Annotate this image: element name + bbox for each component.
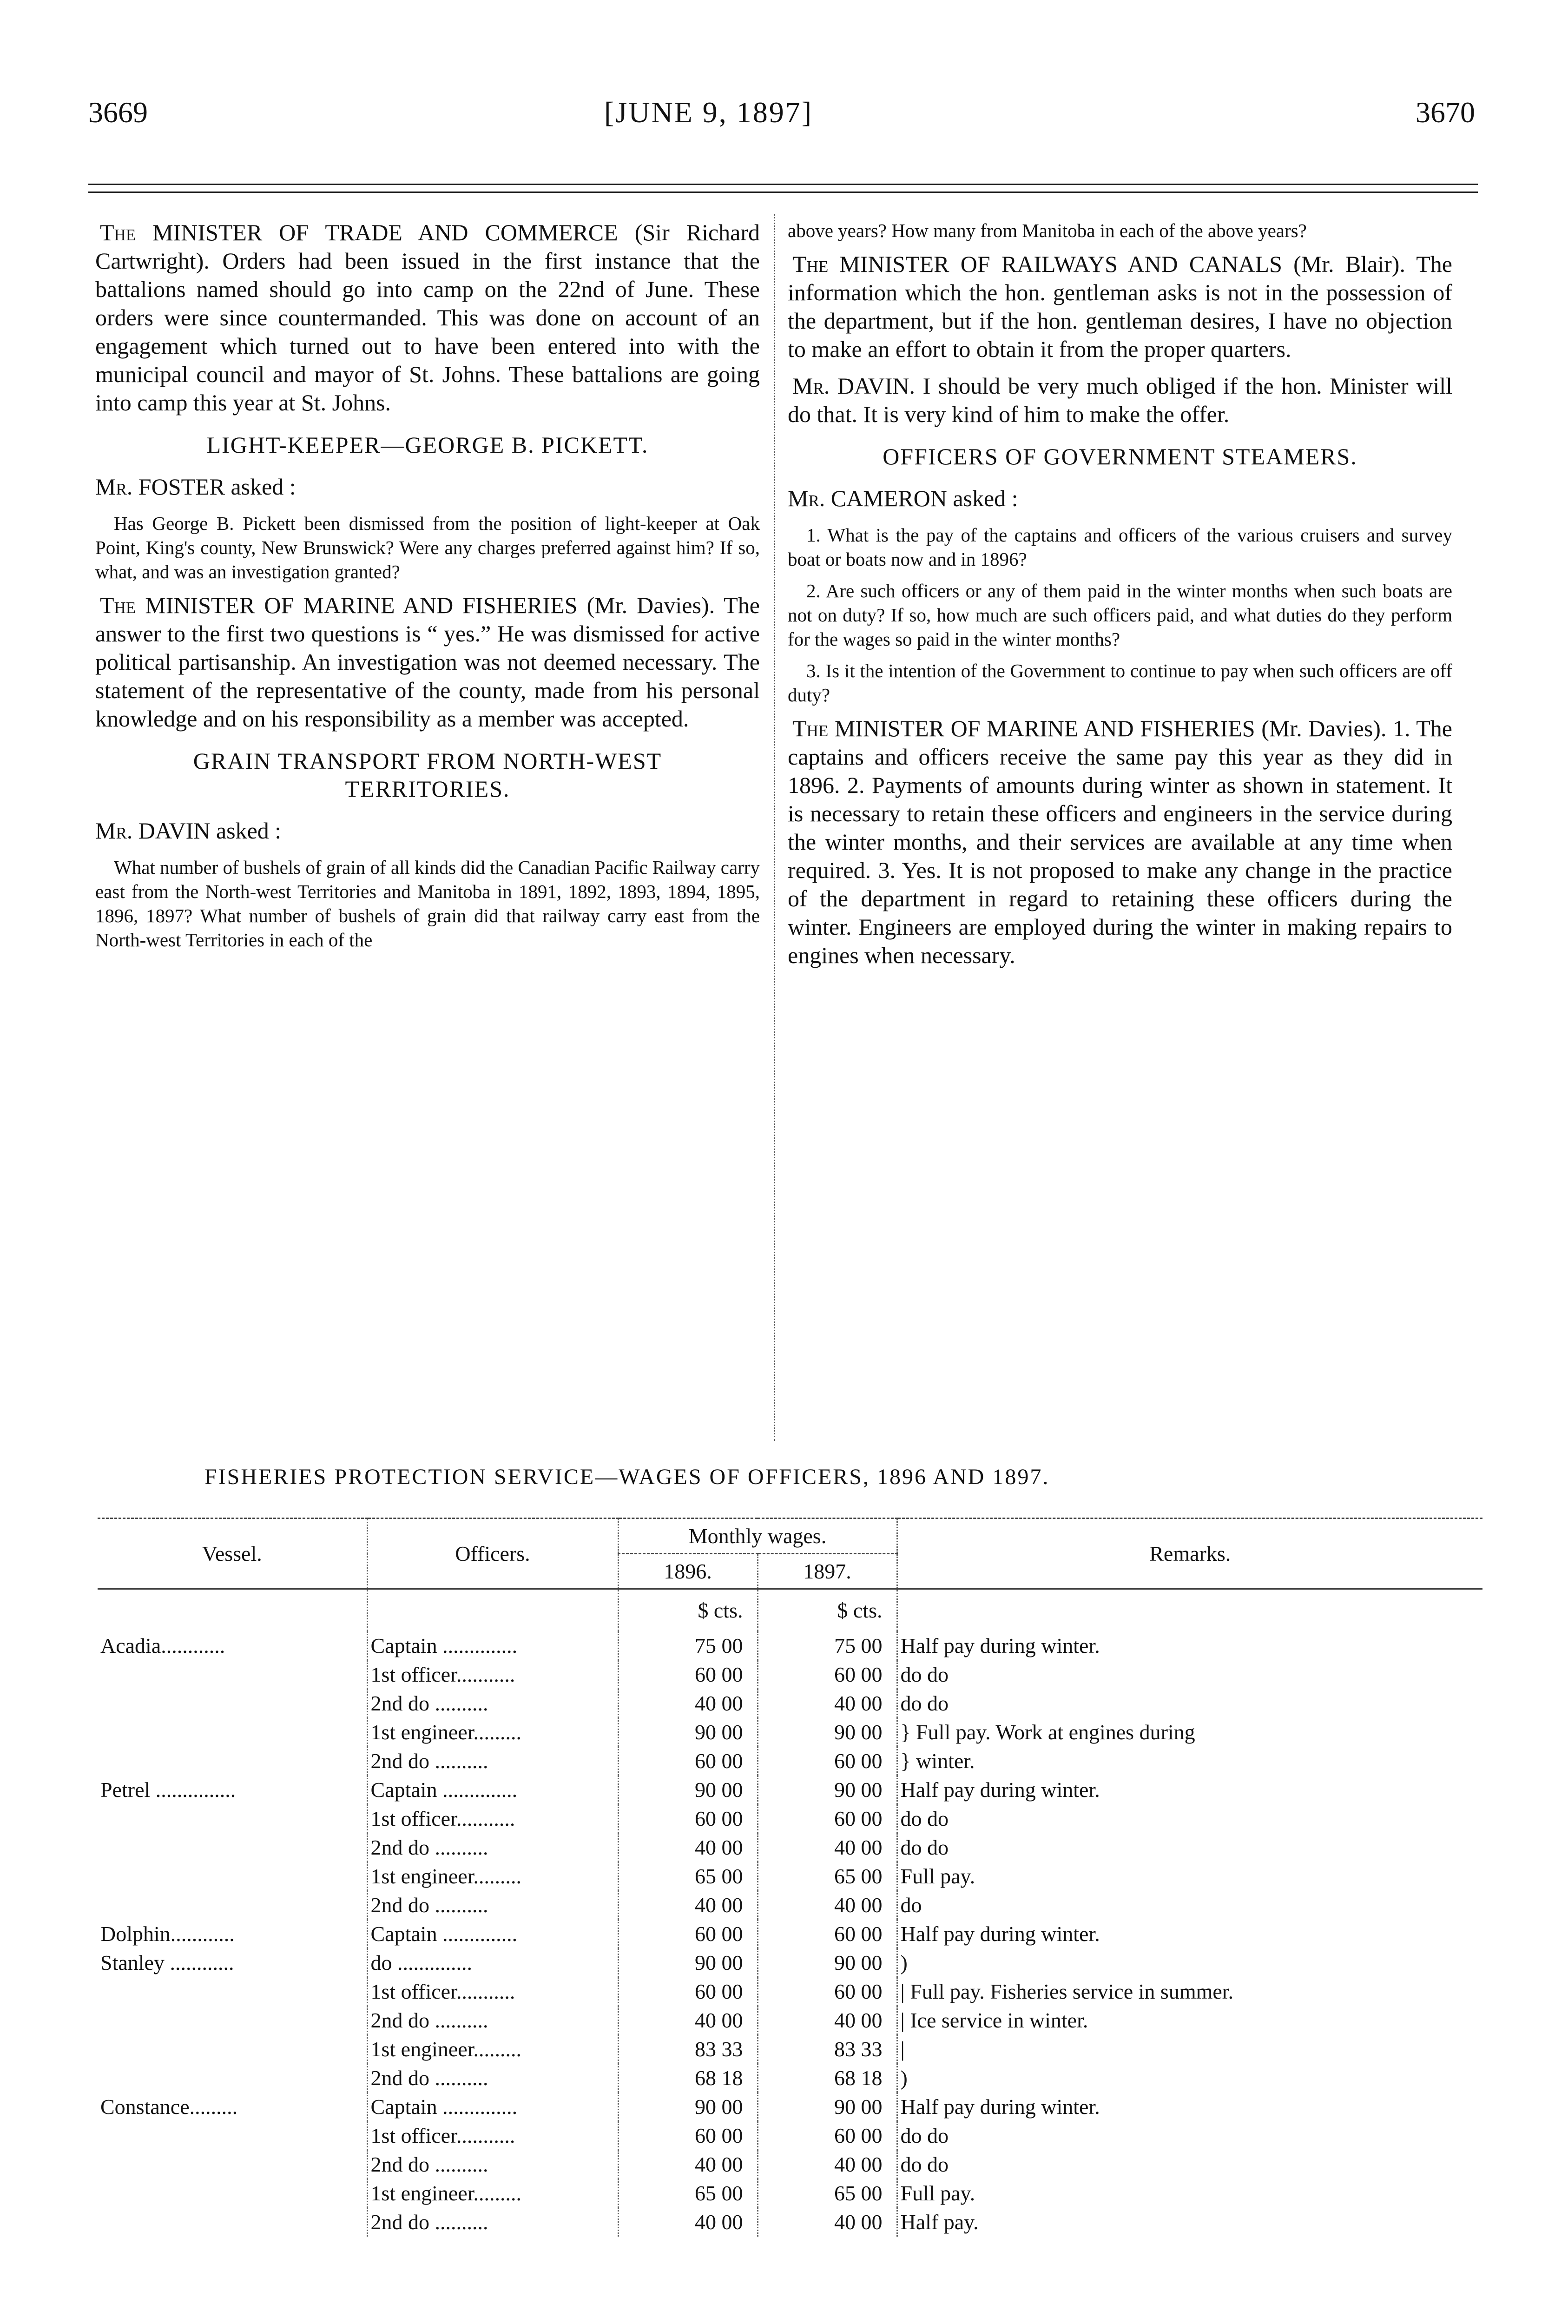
units-1897: $ cts. xyxy=(758,1589,897,1632)
vessel-cell xyxy=(98,1891,367,1920)
wage-1897-cell: 90 00 xyxy=(758,1776,897,1804)
officer-cell: 2nd do .......... xyxy=(367,1891,618,1920)
wage-1896-cell: 75 00 xyxy=(618,1631,758,1660)
wage-1896-cell: 60 00 xyxy=(618,1920,758,1948)
vessel-cell: Stanley ............ xyxy=(98,1948,367,1977)
section-heading-light-keeper: LIGHT-KEEPER—GEORGE B. PICKETT. xyxy=(206,432,649,458)
officer-cell: 1st engineer......... xyxy=(367,2035,618,2064)
vessel-cell xyxy=(98,1718,367,1747)
remark-cell: do xyxy=(900,1893,922,1917)
vessel-cell xyxy=(98,1689,367,1718)
officer-cell: 2nd do .......... xyxy=(367,2208,618,2237)
asked-text: asked : xyxy=(947,485,1018,511)
vessel-cell: Petrel ............... xyxy=(98,1776,367,1804)
units-cell-empty xyxy=(897,1589,1482,1632)
speech-marine-fisheries-2 xyxy=(788,714,1452,970)
units-row xyxy=(98,1589,1482,1632)
speech-text: (Mr. Davies). 1. The captains and officers receive the same pay this year as they did in 1896. 2. Payments of amounts during winter as shown in statement. It is necessary to retain these officers and engineers in the service during the winter months, and their services are available at any time when required. 3. Yes. It is not proposed to make any change in the practice of the department in regard to retaining these officers during the winter. Engineers are employed during the winter in making repairs to engines when necessary. xyxy=(788,715,1452,968)
wage-1896-cell: 40 00 xyxy=(618,2150,758,2179)
speaker-name: The MINISTER OF MARINE AND FISHERIES xyxy=(100,592,578,618)
wage-1897-cell: 60 00 xyxy=(758,1660,897,1689)
vessel-cell: Constance......... xyxy=(98,2093,367,2121)
wage-1897-cell: 90 00 xyxy=(758,2093,897,2121)
remark-cell: Half pay during winter. xyxy=(900,1634,1100,1657)
remark-cell: Half pay during winter. xyxy=(900,1778,1100,1802)
wage-1897-cell: 83 33 xyxy=(758,2035,897,2064)
wage-1897-cell: 60 00 xyxy=(758,1804,897,1833)
table-row xyxy=(98,1718,1482,1747)
officer-cell: 1st engineer......... xyxy=(367,2179,618,2208)
left-column xyxy=(95,218,760,959)
officer-cell: 2nd do .......... xyxy=(367,1833,618,1862)
vessel-cell: Dolphin............ xyxy=(98,1920,367,1948)
wage-1897-cell: 40 00 xyxy=(758,1833,897,1862)
asked-text: asked : xyxy=(210,818,282,844)
wage-1896-cell: 40 00 xyxy=(618,1891,758,1920)
vessel-cell xyxy=(98,2150,367,2179)
speaker-name: Mr. CAMERON xyxy=(788,485,947,511)
remark-cell: ) xyxy=(900,1951,908,1974)
speech-text: I should be very much obliged if the hon. Minister will do that. It is very kind of him to make the offer. xyxy=(788,373,1453,427)
wage-1896-cell: 60 00 xyxy=(618,1804,758,1833)
vessel-cell: Acadia............ xyxy=(98,1631,367,1660)
remark-cell: Half pay during winter. xyxy=(900,1922,1100,1946)
wage-1897-cell: 90 00 xyxy=(758,1948,897,1977)
right-column xyxy=(788,218,1452,978)
officer-cell: Captain .............. xyxy=(367,1776,618,1804)
table-row xyxy=(98,1747,1482,1776)
question-grain: What number of bushels of grain of all kinds did the Canadian Pacific Railway carry east from the North-west Territories and Manitoba in 1891, 1892, 1893, 1894, 1895, 1896, 1897? What number of bushels of grain did that railway carry east from the North-west Territories in each of the xyxy=(95,857,760,951)
officer-cell: 2nd do .......... xyxy=(367,2006,618,2035)
remark-cell: Full pay. xyxy=(900,1864,975,1888)
speaker-name: The MINISTER OF MARINE AND FISHERIES xyxy=(792,715,1255,741)
table-row xyxy=(98,1862,1482,1891)
header-monthly-wages: Monthly wages. xyxy=(618,1519,897,1554)
wage-1897-cell: 40 00 xyxy=(758,2006,897,2035)
header-1896: 1896. xyxy=(618,1554,758,1589)
table-row xyxy=(98,2121,1482,2150)
vessel-cell xyxy=(98,2035,367,2064)
officer-cell: 1st officer........... xyxy=(367,1660,618,1689)
wage-1896-cell: 40 00 xyxy=(618,2208,758,2237)
remark-cell: | Full pay. Fisheries service in summer. xyxy=(900,1980,1234,2003)
speaker-name: Mr. DAVIN xyxy=(95,818,211,844)
remark-cell: Full pay. xyxy=(900,2181,975,2205)
table-row xyxy=(98,2093,1482,2121)
wage-1897-cell: 60 00 xyxy=(758,2121,897,2150)
table-row xyxy=(98,1631,1482,1660)
officer-cell: 2nd do .......... xyxy=(367,2150,618,2179)
table-row xyxy=(98,2179,1482,2208)
wage-1896-cell: 40 00 xyxy=(618,2006,758,2035)
header-rule-bottom xyxy=(88,191,1478,193)
wage-1896-cell: 65 00 xyxy=(618,2179,758,2208)
wage-1897-cell: 90 00 xyxy=(758,1718,897,1747)
table-title: FISHERIES PROTECTION SERVICE—WAGES OF OFFICERS, 1896 AND 1897. xyxy=(204,1465,1050,1489)
asked-text: asked : xyxy=(224,474,296,500)
speaker-name: Mr. FOSTER xyxy=(95,474,225,500)
officer-cell: 1st officer........... xyxy=(367,1804,618,1833)
table-row xyxy=(98,1660,1482,1689)
wage-1897-cell: 40 00 xyxy=(758,2150,897,2179)
officer-cell: 1st engineer......... xyxy=(367,1718,618,1747)
header-1897: 1897. xyxy=(758,1554,897,1589)
officer-cell: Captain .............. xyxy=(367,1631,618,1660)
speech-text: (Mr. Blair). The information which the hon. gentleman asks is not in the possession of the department, but if the hon. gentleman desires, I have no objection to make an effort to obtain it from the proper quarters. xyxy=(788,251,1452,362)
table-row xyxy=(98,1776,1482,1804)
vessel-cell xyxy=(98,2006,367,2035)
remark-cell: do do xyxy=(900,2124,949,2147)
speech-marine-fisheries-1 xyxy=(95,591,760,733)
table-row xyxy=(98,1977,1482,2006)
asked-line-cameron xyxy=(788,484,1452,513)
wages-table xyxy=(98,1518,1482,2237)
table-row xyxy=(98,1920,1482,1948)
officer-cell: 2nd do .......... xyxy=(367,1747,618,1776)
remark-cell: | Ice service in winter. xyxy=(900,2008,1088,2032)
wage-1896-cell: 90 00 xyxy=(618,1948,758,1977)
vessel-cell xyxy=(98,1833,367,1862)
page-number-left: 3669 xyxy=(88,96,148,129)
speech-trade-commerce xyxy=(95,218,760,417)
wage-1896-cell: 83 33 xyxy=(618,2035,758,2064)
units-cell-empty xyxy=(367,1589,618,1632)
wage-1896-cell: 60 00 xyxy=(618,1977,758,2006)
units-1896: $ cts. xyxy=(618,1589,758,1632)
question-pay-3: 3. Is it the intention of the Government to continue to pay when such officers are off duty? xyxy=(788,660,1452,706)
section-heading-officers-steamers: OFFICERS OF GOVERNMENT STEAMERS. xyxy=(883,443,1357,469)
remark-cell: Half pay. xyxy=(900,2210,979,2234)
officer-cell: Captain .............. xyxy=(367,2093,618,2121)
vessel-cell xyxy=(98,1862,367,1891)
wage-1897-cell: 65 00 xyxy=(758,1862,897,1891)
question-pay-2: 2. Are such officers or any of them paid in the winter months when such boats are not on duty? If so, how much are such officers paid, and what duties do they perform for the wages so paid in the winter months? xyxy=(788,580,1452,650)
header-rule-top xyxy=(88,184,1478,185)
wage-1896-cell: 40 00 xyxy=(618,1689,758,1718)
wage-1897-cell: 40 00 xyxy=(758,2208,897,2237)
remark-cell: Half pay during winter. xyxy=(900,2095,1100,2119)
wage-1896-cell: 90 00 xyxy=(618,1776,758,1804)
speech-text: (Sir Richard Cartwright). Orders had been issued in the first instance that the battalions named should go into camp on the 22nd of June. These orders were since countermanded. This was done on account of an engagement which turned out to have been entered into with the municipal council and mayor of St. Johns. These battalions are going into camp this year at St. Johns. xyxy=(95,219,760,416)
remark-cell: do do xyxy=(900,1835,949,1859)
wage-1896-cell: 60 00 xyxy=(618,2121,758,2150)
vessel-cell xyxy=(98,1747,367,1776)
wage-1896-cell: 60 00 xyxy=(618,1747,758,1776)
table-row xyxy=(98,1804,1482,1833)
table-row xyxy=(98,1833,1482,1862)
wages-table-body xyxy=(98,1589,1482,2237)
wage-1897-cell: 60 00 xyxy=(758,1920,897,1948)
speech-text: (Mr. Davies). The answer to the first two questions is “ yes.” He was dismissed for active political partisanship. An investigation was not deemed necessary. The statement of the representative of the county, made from his personal knowledge and on his responsibility as a member was accepted. xyxy=(95,592,760,732)
remark-cell: do do xyxy=(900,1691,949,1715)
wage-1896-cell: 68 18 xyxy=(618,2064,758,2093)
question-grain-continued: above years? How many from Manitoba in each of the above years? xyxy=(788,220,1307,241)
wage-1896-cell: 60 00 xyxy=(618,1660,758,1689)
remark-cell: do do xyxy=(900,1663,949,1686)
vessel-cell xyxy=(98,2121,367,2150)
officer-cell: 2nd do .......... xyxy=(367,2064,618,2093)
speaker-name: Mr. DAVIN. xyxy=(792,373,916,399)
table-row xyxy=(98,2064,1482,2093)
question-pickett: Has George B. Pickett been dismissed from the position of light-keeper at Oak Point, King's county, New Brunswick? Were any charges preferred against him? If so, what, and was an investigation granted? xyxy=(95,513,760,582)
wage-1897-cell: 75 00 xyxy=(758,1631,897,1660)
remark-cell: } Full pay. Work at engines during xyxy=(900,1720,1195,1744)
header-vessel: Vessel. xyxy=(98,1519,367,1589)
officer-cell: 1st engineer......... xyxy=(367,1862,618,1891)
table-row xyxy=(98,1891,1482,1920)
vessel-cell xyxy=(98,1977,367,2006)
remark-cell: do do xyxy=(900,1807,949,1830)
wage-1897-cell: 40 00 xyxy=(758,1891,897,1920)
table-row xyxy=(98,2150,1482,2179)
officer-cell: do .............. xyxy=(367,1948,618,1977)
vessel-cell xyxy=(98,1660,367,1689)
remark-cell: | xyxy=(900,2037,905,2061)
units-cell-empty xyxy=(98,1589,367,1632)
page-number-right: 3670 xyxy=(1416,96,1475,129)
officer-cell: 1st officer........... xyxy=(367,1977,618,2006)
wage-1897-cell: 40 00 xyxy=(758,1689,897,1718)
header-remarks: Remarks. xyxy=(897,1519,1482,1589)
speaker-name: The MINISTER OF TRADE AND COMMERCE xyxy=(100,219,618,245)
wage-1896-cell: 90 00 xyxy=(618,2093,758,2121)
header-officers: Officers. xyxy=(367,1519,618,1589)
table-row xyxy=(98,1948,1482,1977)
question-pay-1: 1. What is the pay of the captains and officers of the various cruisers and survey boat or boats now and in 1896? xyxy=(788,524,1452,570)
table-row xyxy=(98,2035,1482,2064)
vessel-cell xyxy=(98,2208,367,2237)
column-divider xyxy=(774,214,775,1441)
vessel-cell xyxy=(98,2064,367,2093)
wage-1897-cell: 60 00 xyxy=(758,1977,897,2006)
remark-cell: do do xyxy=(900,2152,949,2176)
wage-1897-cell: 65 00 xyxy=(758,2179,897,2208)
wage-1897-cell: 68 18 xyxy=(758,2064,897,2093)
wage-1897-cell: 60 00 xyxy=(758,1747,897,1776)
vessel-cell xyxy=(98,1804,367,1833)
remark-cell: ) xyxy=(900,2066,908,2090)
running-head-date: [JUNE 9, 1897] xyxy=(604,96,813,129)
wage-1896-cell: 40 00 xyxy=(618,1833,758,1862)
officer-cell: 2nd do .......... xyxy=(367,1689,618,1718)
officer-cell: 1st officer........... xyxy=(367,2121,618,2150)
speech-railways-canals xyxy=(788,250,1452,363)
table-row xyxy=(98,2006,1482,2035)
wage-1896-cell: 90 00 xyxy=(618,1718,758,1747)
wage-1896-cell: 65 00 xyxy=(618,1862,758,1891)
asked-line-davin xyxy=(95,817,760,845)
vessel-cell xyxy=(98,2179,367,2208)
section-heading-grain-transport: GRAIN TRANSPORT FROM NORTH-WEST TERRITORIES. xyxy=(193,748,662,802)
speaker-name: The MINISTER OF RAILWAYS AND CANALS xyxy=(792,251,1282,277)
officer-cell: Captain .............. xyxy=(367,1920,618,1948)
table-row xyxy=(98,1689,1482,1718)
speech-davin xyxy=(788,372,1452,429)
remark-cell: } winter. xyxy=(900,1749,975,1773)
asked-line-foster xyxy=(95,473,760,501)
table-row xyxy=(98,2208,1482,2237)
